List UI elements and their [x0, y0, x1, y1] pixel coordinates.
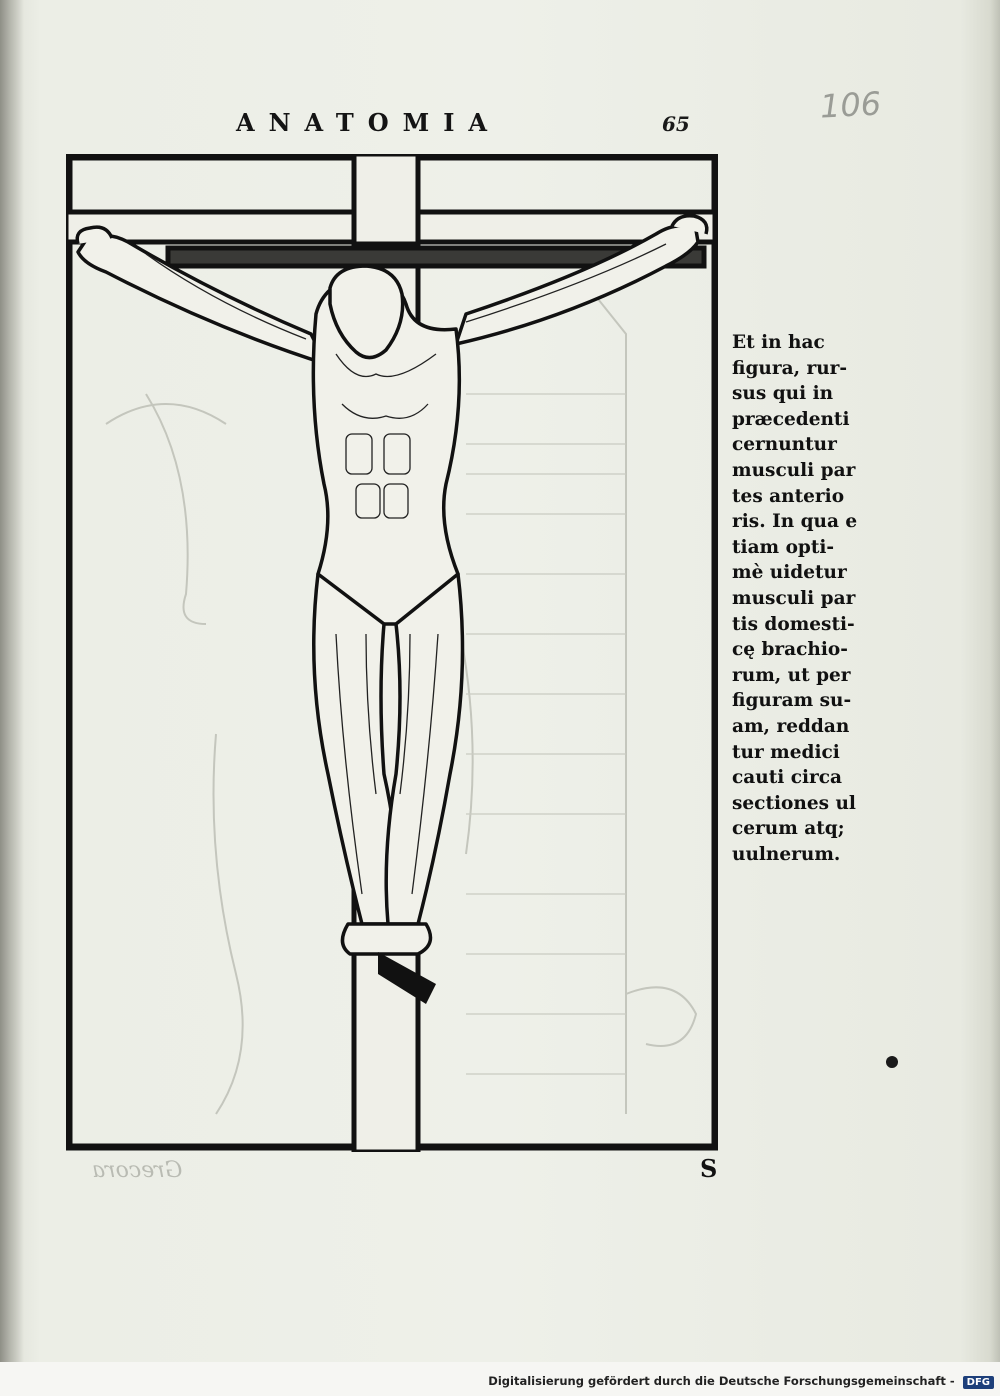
reference-lines	[466, 394, 626, 1074]
side-text-line: cerum atq;	[732, 818, 845, 840]
figure	[77, 216, 707, 954]
side-text-line: sus qui in	[732, 383, 834, 405]
side-text-line: præcedenti	[732, 408, 850, 430]
side-text-line: tis domesti-	[732, 613, 855, 635]
digitization-credit	[0, 1374, 994, 1389]
archive-number: 106	[819, 84, 883, 126]
side-commentary	[732, 330, 882, 867]
woodcut-illustration	[66, 154, 718, 1152]
bleed-through-text: Grecora	[92, 1158, 183, 1183]
folio: 65	[662, 112, 690, 136]
credit-text: Digitalisierung gefördert durch die Deutsche Forschungsgemeinschaft -	[488, 1374, 955, 1388]
side-text-line: uulnerum.	[732, 843, 841, 865]
side-text-line: mè uidetur	[732, 562, 847, 584]
side-text-line: cernuntur	[732, 434, 837, 456]
side-text-line: figuram su-	[732, 690, 852, 712]
side-text-line: cę brachio-	[732, 639, 848, 661]
side-text-line: rum, ut per	[732, 664, 851, 686]
side-text-line: ris. In qua e	[732, 511, 858, 533]
side-text-line: musculi par	[732, 459, 856, 481]
side-text-line: figura, rur-	[732, 357, 848, 379]
side-text-line: tur medici	[732, 741, 840, 763]
ink-dot	[886, 1056, 898, 1068]
dfg-logo: DFG	[963, 1376, 994, 1389]
side-text-line: cauti circa	[732, 767, 843, 789]
side-text-line: tiam opti-	[732, 536, 835, 558]
running-head: ANATOMIA	[236, 108, 502, 137]
side-text-line: Et in hac	[732, 332, 825, 353]
signature-mark: S	[700, 1154, 718, 1183]
side-text-line: musculi par	[732, 587, 856, 609]
side-text-line: tes anterio	[732, 485, 845, 507]
side-text-line: am, reddan	[732, 715, 850, 737]
page-gutter	[0, 0, 24, 1396]
side-text-line: sectiones ul	[732, 792, 856, 814]
